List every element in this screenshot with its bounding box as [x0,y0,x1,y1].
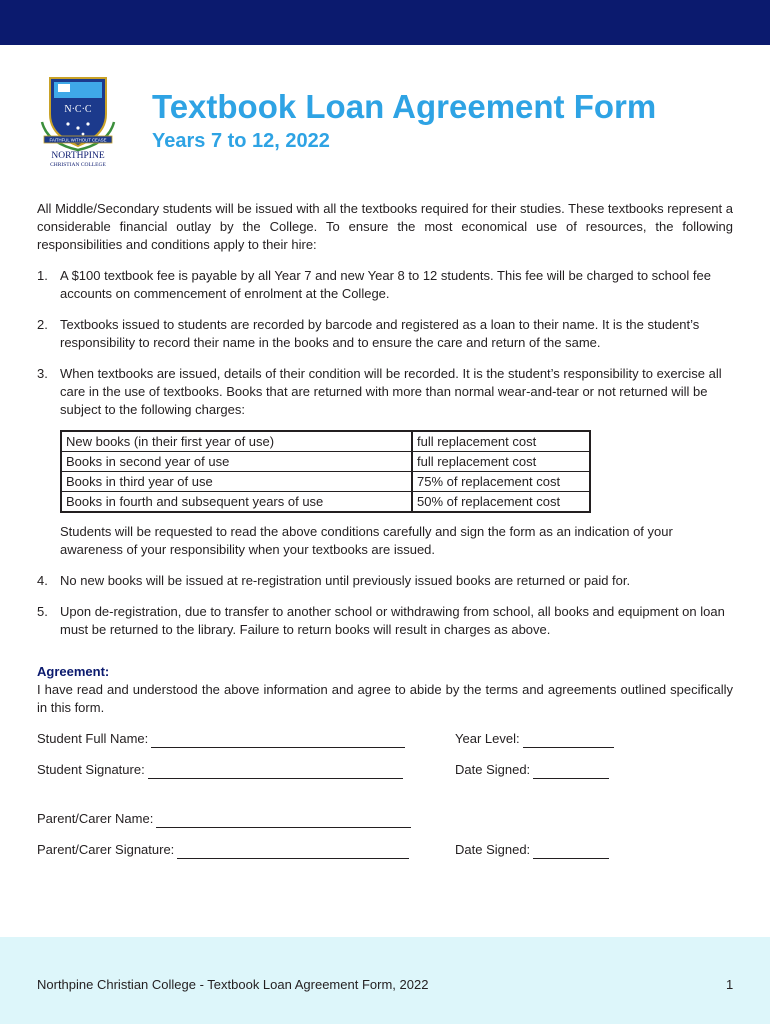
agreement-heading: Agreement: [37,664,110,679]
date-signed-label: Date Signed: [455,762,531,777]
list-item-number: 1. [37,268,48,283]
list-item [37,603,733,639]
condition-cell: Books in fourth and subsequent years of use [61,492,412,513]
condition-cell: New books (in their first year of use) [61,431,412,452]
table-row [61,472,590,492]
college-crest-logo [38,72,118,168]
logo-motto: FAITHFUL WITHOUT CEASE [49,137,107,143]
student-name-field[interactable] [151,733,405,748]
list-item-text: A $100 textbook fee is payable by all Year 7 and new Year 8 to 12 students. This fee will be charged to school fee accounts on commencement of enrolment at the College. [60,268,711,301]
condition-cell: Books in third year of use [61,472,412,492]
conditions-list [37,267,733,639]
footer-text: Northpine Christian College - Textbook Loan Agreement Form, 2022 [37,977,429,992]
parent-name-label: Parent/Carer Name: [37,811,154,826]
condition-cell: Books in second year of use [61,452,412,472]
student-name-label: Student Full Name: [37,731,149,746]
list-item-text: Upon de-registration, due to transfer to another school or withdrawing from school, all books and equipment on loan must be returned to the library. Failure to return books will result in charges as above. [60,604,725,637]
table-row [61,492,590,513]
student-signature-label: Student Signature: [37,762,145,777]
list-item-number: 2. [37,317,48,332]
list-item [37,572,733,590]
parent-name-field[interactable] [156,813,411,828]
intro-paragraph: All Middle/Secondary students will be issued with all the textbooks required for their studies. These textbooks represent a considerable financial outlay by the College. To ensure the most economical use of resources, the following responsibilities and conditions apply to their hire: [37,201,733,252]
charge-cell: full replacement cost [412,452,590,472]
student-name-row [37,730,733,748]
student-signature-row [37,761,733,779]
date-signed-label: Date Signed: [455,842,531,857]
year-level-label: Year Level: [455,731,520,746]
list-item [37,316,733,352]
after-table-note: Students will be requested to read the above conditions carefully and sign the form as an indication of your awareness of your responsibility when your textbooks are issued. [60,524,673,557]
parent-signature-field[interactable] [177,844,409,859]
list-item-text: When textbooks are issued, details of their condition will be recorded. It is the student’s responsibility to exercise all care in the use of textbooks. Books that are returned with more than normal wear-and-tear or not returned will be subject to the following charges: [60,366,722,417]
list-item [37,267,733,303]
year-level-field[interactable] [523,733,614,748]
logo-subtext: CHRISTIAN COLLEGE [50,162,106,168]
charge-cell: full replacement cost [412,431,590,452]
list-item-number: 5. [37,604,48,619]
logo-initials: N·C·C [64,104,92,115]
parent-signature-label: Parent/Carer Signature: [37,842,175,857]
form-body [37,200,733,859]
student-signature-field[interactable] [148,764,403,779]
page-subtitle: Years 7 to 12, 2022 [152,130,330,152]
list-item-text: No new books will be issued at re-registration until previously issued books are returned or paid for. [60,573,631,588]
parent-signature-row [37,841,733,859]
date-signed-field[interactable] [533,844,609,859]
date-signed-field[interactable] [533,764,609,779]
agreement-text: I have read and understood the above information and agree to abide by the terms and agreements outlined specifically in this form. [37,682,733,715]
list-item-number: 4. [37,573,48,588]
page-title: Textbook Loan Agreement Form [152,88,657,125]
table-row [61,431,590,452]
charges-table [60,430,591,513]
list-item-number: 3. [37,366,48,381]
charge-cell: 75% of replacement cost [412,472,590,492]
page-number: 1 [726,977,734,992]
table-row [61,452,590,472]
parent-name-row [37,810,733,828]
top-banner [0,0,770,45]
list-item [37,365,733,559]
list-item-text: Textbooks issued to students are recorded by barcode and registered as a loan to their name. It is the student’s responsibility to record their name in the books and to ensure the care and return of the same. [60,317,700,350]
logo-wordmark: NORTHPINE [51,151,105,161]
charge-cell: 50% of replacement cost [412,492,590,513]
